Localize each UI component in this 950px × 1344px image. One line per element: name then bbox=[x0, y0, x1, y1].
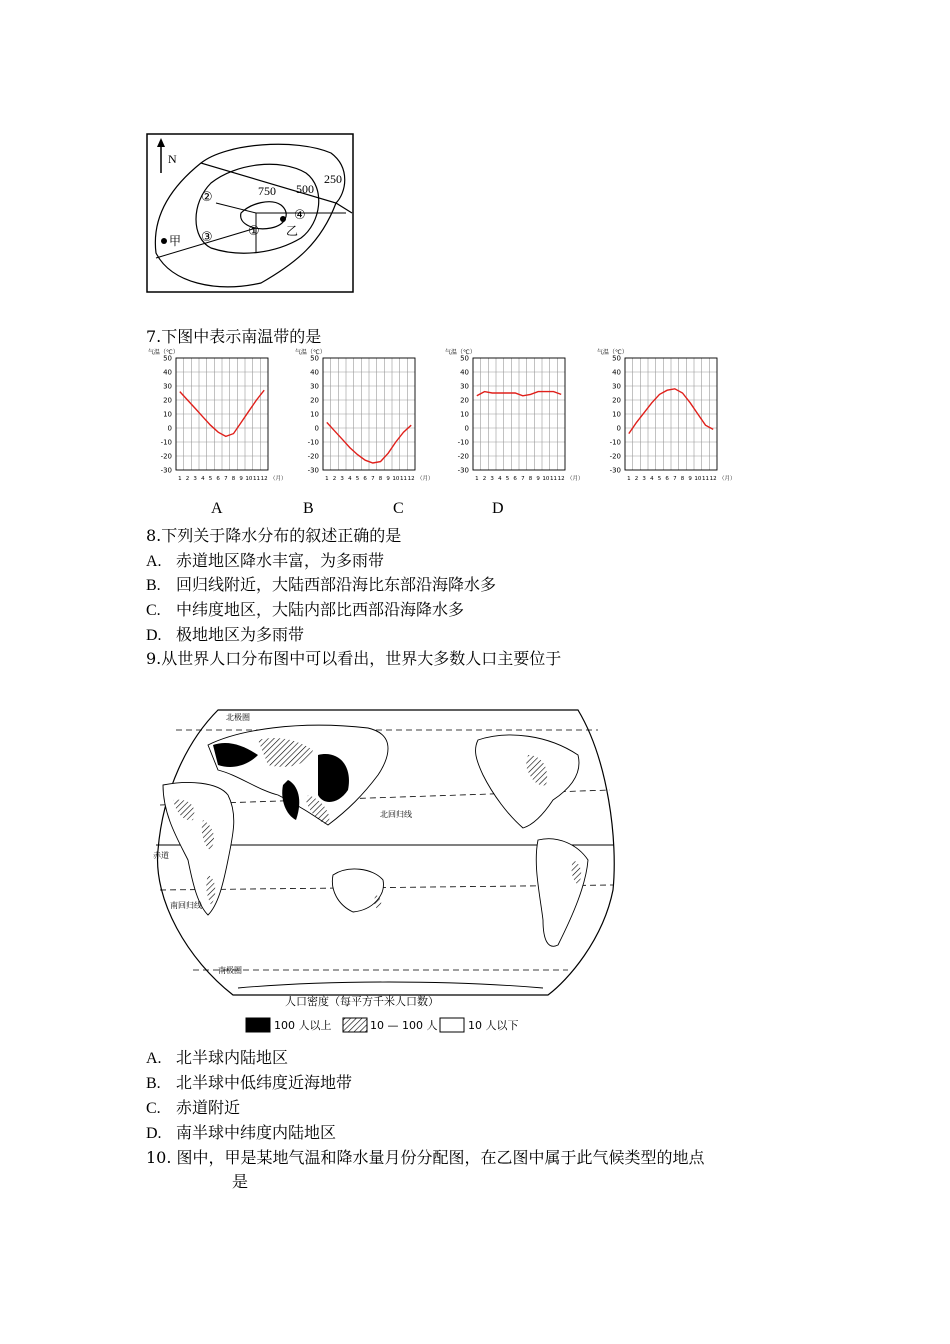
y-tick-label: 0 bbox=[167, 424, 172, 433]
y-tick-label: 30 bbox=[460, 382, 469, 391]
svg-text:人口密度（每平方千米人口数）: 人口密度（每平方千米人口数） bbox=[285, 995, 439, 1008]
y-tick-label: -20 bbox=[160, 452, 172, 461]
q9-option-c: C. 赤道附近 bbox=[146, 1098, 241, 1117]
y-tick-label: 0 bbox=[464, 424, 469, 433]
question-9: 9.从世界人口分布图中可以看出，世界大多数人口主要位于 bbox=[146, 649, 562, 668]
svg-text:100 人以上: 100 人以上 bbox=[274, 1019, 332, 1032]
x-tick-label: 7 bbox=[371, 476, 375, 482]
q9-option-a: A. 北半球内陆地区 bbox=[146, 1048, 289, 1067]
x-tick-label: 9 bbox=[386, 476, 390, 482]
y-axis-label: 气温（℃） bbox=[597, 349, 628, 356]
climate-chart-d bbox=[595, 346, 745, 490]
x-tick-label: 12 bbox=[557, 476, 565, 482]
svg-text:750: 750 bbox=[258, 184, 276, 198]
x-tick-label: 8 bbox=[680, 476, 685, 482]
y-tick-label: 0 bbox=[616, 424, 621, 433]
svg-text:②: ② bbox=[201, 190, 213, 205]
y-axis-label: 气温（℃） bbox=[295, 349, 326, 356]
x-tick-label: 6 bbox=[363, 476, 367, 482]
x-tick-label: 4 bbox=[348, 476, 352, 482]
y-tick-label: -20 bbox=[307, 452, 319, 461]
y-tick-label: 30 bbox=[612, 382, 621, 391]
svg-text:乙: 乙 bbox=[286, 224, 299, 238]
q9-option-b: B. 北半球中低纬度近海地带 bbox=[146, 1073, 353, 1092]
x-tick-label: 12 bbox=[260, 476, 268, 482]
x-tick-label: 10 bbox=[392, 476, 400, 482]
x-tick-label: 8 bbox=[231, 476, 236, 482]
x-tick-label: 3 bbox=[193, 476, 197, 482]
x-tick-label: 7 bbox=[224, 476, 228, 482]
svg-text:500: 500 bbox=[296, 182, 314, 196]
x-axis-label: （月） bbox=[719, 476, 736, 482]
svg-text:③: ③ bbox=[201, 230, 213, 245]
x-tick-label: 5 bbox=[355, 476, 360, 482]
svg-text:①: ① bbox=[248, 224, 260, 239]
option-label-b: B bbox=[303, 500, 314, 517]
x-tick-label: 8 bbox=[378, 476, 383, 482]
y-tick-label: -30 bbox=[609, 466, 621, 475]
svg-text:甲: 甲 bbox=[169, 234, 182, 248]
svg-text:250: 250 bbox=[324, 172, 342, 186]
y-tick-label: -20 bbox=[457, 452, 469, 461]
climate-chart-a bbox=[146, 346, 287, 490]
y-tick-label: -30 bbox=[160, 466, 172, 475]
svg-text:N: N bbox=[168, 152, 177, 166]
q8-option-c: C. 中纬度地区，大陆内部比西部沿海降水多 bbox=[146, 600, 465, 619]
svg-text:10 — 100 人: 10 — 100 人 bbox=[370, 1019, 438, 1032]
y-tick-label: 10 bbox=[310, 410, 319, 419]
option-label-c: C bbox=[393, 500, 404, 517]
y-tick-label: 40 bbox=[310, 368, 319, 377]
y-tick-label: 0 bbox=[314, 424, 319, 433]
x-tick-label: 6 bbox=[513, 476, 517, 482]
x-tick-label: 6 bbox=[665, 476, 669, 482]
x-tick-label: 4 bbox=[201, 476, 205, 482]
y-tick-label: -30 bbox=[457, 466, 469, 475]
x-tick-label: 7 bbox=[521, 476, 525, 482]
q8-option-b: B. 回归线附近，大陆西部沿海比东部沿海降水多 bbox=[146, 575, 497, 594]
climate-chart-c bbox=[443, 346, 583, 490]
x-tick-label: 5 bbox=[505, 476, 510, 482]
y-tick-label: -10 bbox=[457, 438, 469, 447]
y-tick-label: 40 bbox=[612, 368, 621, 377]
y-axis-label: 气温（℃） bbox=[148, 349, 179, 356]
x-tick-label: 1 bbox=[178, 476, 182, 482]
svg-text:南极圈: 南极圈 bbox=[218, 966, 242, 975]
svg-text:北极圈: 北极圈 bbox=[226, 713, 250, 722]
x-tick-label: 5 bbox=[657, 476, 662, 482]
svg-text:赤道: 赤道 bbox=[153, 851, 169, 860]
y-tick-label: 20 bbox=[612, 396, 621, 405]
y-axis-label: 气温（℃） bbox=[445, 349, 476, 356]
x-tick-label: 1 bbox=[627, 476, 631, 482]
x-tick-label: 11 bbox=[550, 476, 557, 482]
x-tick-label: 4 bbox=[650, 476, 654, 482]
y-tick-label: 50 bbox=[310, 354, 319, 363]
y-tick-label: 10 bbox=[460, 410, 469, 419]
x-tick-label: 8 bbox=[528, 476, 533, 482]
y-tick-label: 50 bbox=[460, 354, 469, 363]
y-tick-label: 30 bbox=[310, 382, 319, 391]
question-10-line-2: 是 bbox=[232, 1172, 249, 1191]
x-tick-label: 10 bbox=[694, 476, 702, 482]
y-tick-label: 20 bbox=[460, 396, 469, 405]
x-tick-label: 5 bbox=[208, 476, 213, 482]
x-tick-label: 4 bbox=[498, 476, 502, 482]
svg-text:10 人以下: 10 人以下 bbox=[468, 1019, 519, 1032]
y-tick-label: 50 bbox=[612, 354, 621, 363]
y-tick-label: -10 bbox=[609, 438, 621, 447]
question-8: 8.下列关于降水分布的叙述正确的是 bbox=[146, 526, 402, 545]
x-tick-label: 10 bbox=[542, 476, 550, 482]
svg-text:南回归线: 南回归线 bbox=[170, 901, 202, 910]
climate-chart-b bbox=[293, 346, 438, 490]
x-tick-label: 10 bbox=[245, 476, 253, 482]
y-tick-label: -10 bbox=[307, 438, 319, 447]
x-tick-label: 9 bbox=[239, 476, 243, 482]
y-tick-label: 20 bbox=[163, 396, 172, 405]
x-tick-label: 11 bbox=[400, 476, 407, 482]
x-tick-label: 3 bbox=[490, 476, 494, 482]
x-axis-label: （月） bbox=[270, 476, 287, 482]
y-tick-label: 10 bbox=[163, 410, 172, 419]
x-tick-label: 12 bbox=[407, 476, 415, 482]
question-10-line-1: 10. 图中，甲是某地气温和降水量月份分配图，在乙图中属于此气候类型的地点 bbox=[146, 1148, 705, 1167]
q9-option-d: D. 南半球中纬度内陆地区 bbox=[146, 1123, 337, 1142]
x-tick-label: 1 bbox=[325, 476, 329, 482]
y-tick-label: -30 bbox=[307, 466, 319, 475]
x-tick-label: 2 bbox=[185, 476, 190, 482]
x-axis-label: （月） bbox=[417, 476, 434, 482]
q8-option-a: A. 赤道地区降水丰富，为多雨带 bbox=[146, 551, 385, 570]
y-tick-label: -10 bbox=[160, 438, 172, 447]
y-tick-label: 20 bbox=[310, 396, 319, 405]
question-7: 7.下图中表示南温带的是 bbox=[146, 327, 322, 346]
y-tick-label: -20 bbox=[609, 452, 621, 461]
svg-text:④: ④ bbox=[294, 208, 306, 223]
svg-text:北回归线: 北回归线 bbox=[380, 810, 412, 819]
q8-option-d: D. 极地地区为多雨带 bbox=[146, 625, 305, 644]
x-tick-label: 11 bbox=[702, 476, 709, 482]
y-tick-label: 10 bbox=[612, 410, 621, 419]
y-tick-label: 40 bbox=[460, 368, 469, 377]
x-tick-label: 3 bbox=[340, 476, 344, 482]
x-tick-label: 7 bbox=[673, 476, 677, 482]
option-label-a: A bbox=[211, 500, 223, 517]
contour-map bbox=[146, 133, 354, 293]
x-tick-label: 2 bbox=[332, 476, 337, 482]
x-tick-label: 9 bbox=[688, 476, 692, 482]
y-tick-label: 40 bbox=[163, 368, 172, 377]
x-tick-label: 2 bbox=[634, 476, 639, 482]
option-label-d: D bbox=[492, 500, 504, 517]
y-tick-label: 50 bbox=[163, 354, 172, 363]
y-tick-label: 30 bbox=[163, 382, 172, 391]
world-population-map bbox=[148, 700, 618, 1040]
x-tick-label: 6 bbox=[216, 476, 220, 482]
x-tick-label: 12 bbox=[709, 476, 717, 482]
x-axis-label: （月） bbox=[567, 476, 584, 482]
x-tick-label: 2 bbox=[482, 476, 487, 482]
x-tick-label: 1 bbox=[475, 476, 479, 482]
x-tick-label: 3 bbox=[642, 476, 646, 482]
x-tick-label: 9 bbox=[536, 476, 540, 482]
x-tick-label: 11 bbox=[253, 476, 260, 482]
